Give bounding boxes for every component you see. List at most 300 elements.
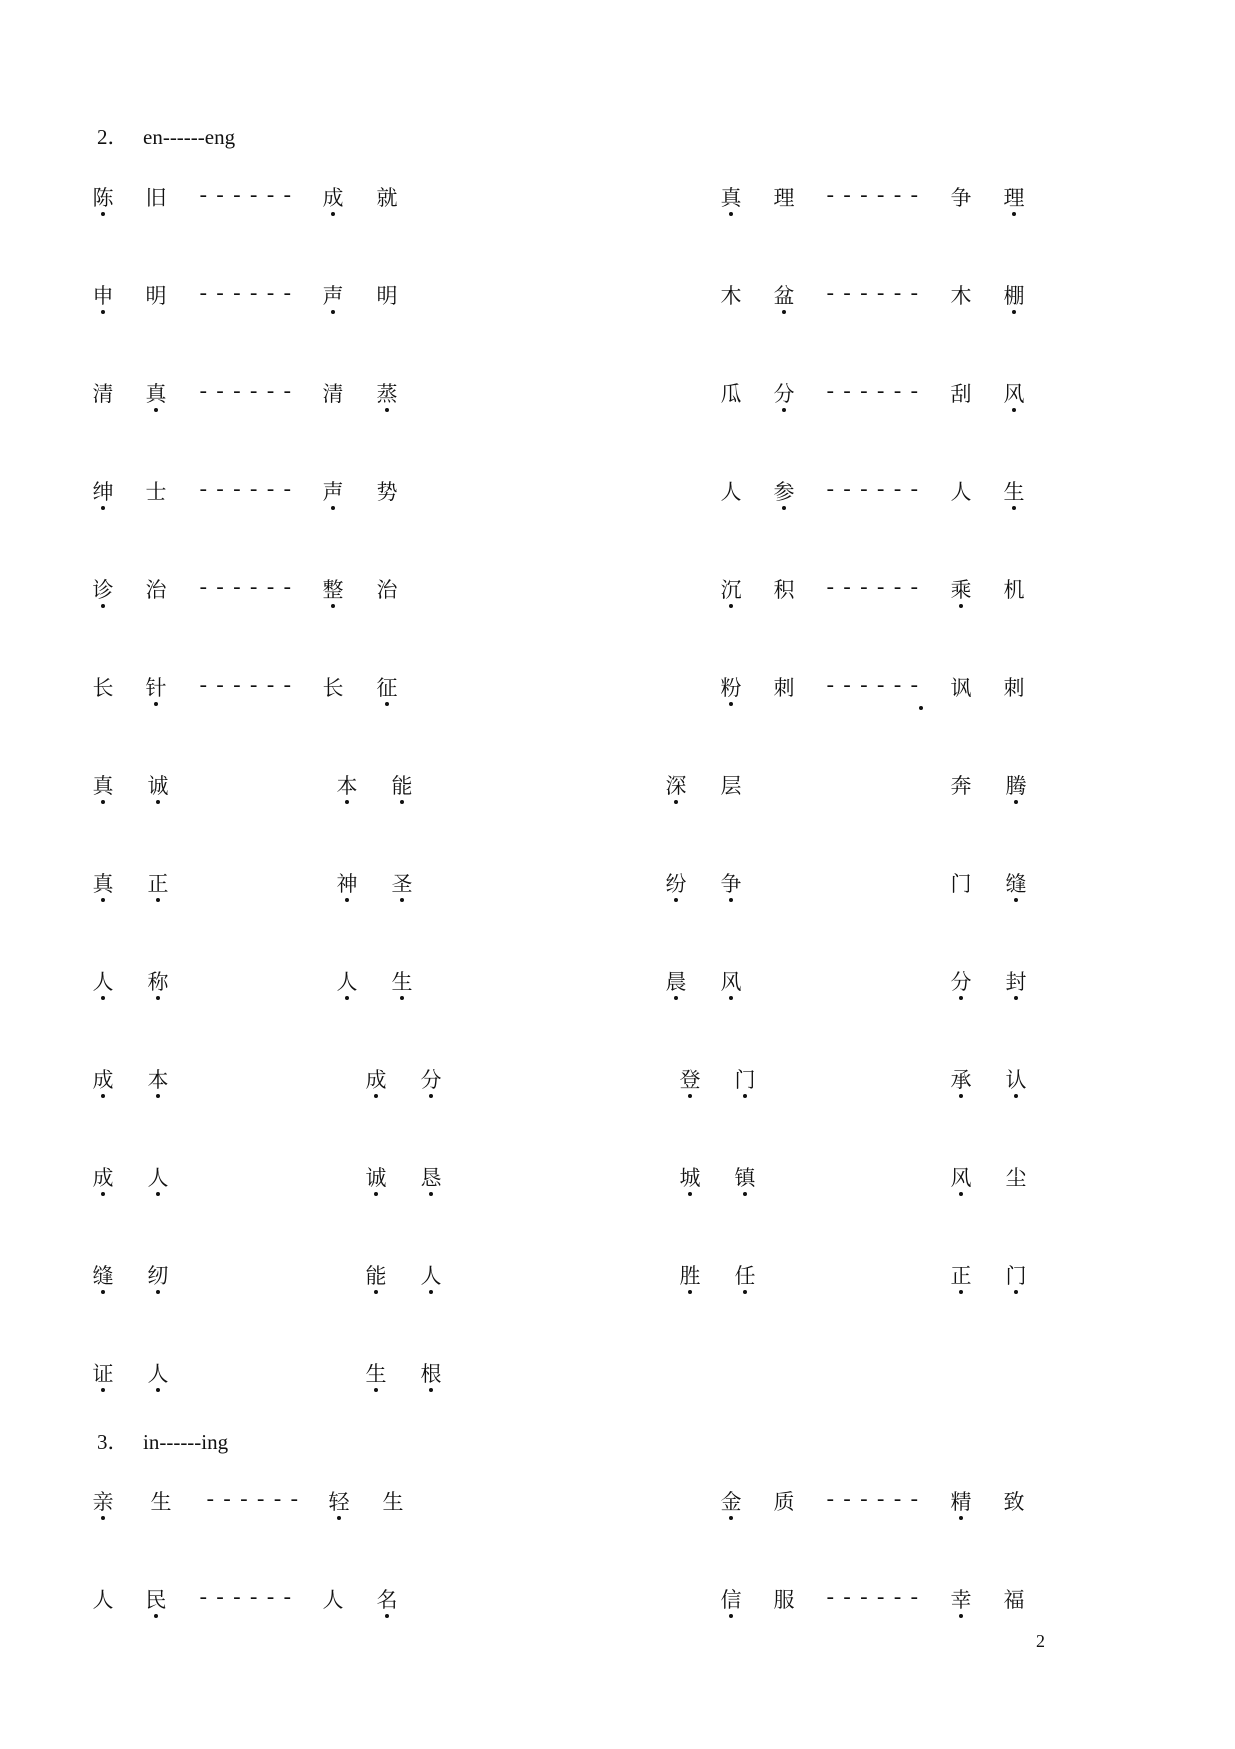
word-char xyxy=(363,1165,389,1201)
word-char-text: 腾 xyxy=(1005,774,1027,798)
word-char xyxy=(90,1361,116,1397)
word-char xyxy=(732,1067,758,1103)
emphasis-dot xyxy=(400,898,404,902)
emphasis-dot xyxy=(959,1192,963,1196)
word-char-text: 讽 xyxy=(950,676,972,700)
emphasis-dot xyxy=(1012,408,1016,412)
pair-separator: ------ xyxy=(197,284,298,307)
emphasis-dot xyxy=(743,1094,747,1098)
word-char xyxy=(90,577,116,613)
word-char xyxy=(143,1587,169,1623)
emphasis-dot xyxy=(101,800,105,804)
word-char-text: 诊 xyxy=(92,578,114,602)
emphasis-dot xyxy=(959,996,963,1000)
word-char-text: 服 xyxy=(773,1588,795,1612)
pair-separator: ------ xyxy=(197,676,298,699)
word-char xyxy=(363,1067,389,1103)
word-char xyxy=(1003,1165,1029,1201)
word-char-text: 生 xyxy=(382,1490,404,1514)
pair-row xyxy=(0,1587,1235,1623)
word-char-text: 沉 xyxy=(720,578,742,602)
word-char xyxy=(90,283,116,319)
word-char-text: 声 xyxy=(322,284,344,308)
word-char-text: 能 xyxy=(391,774,413,798)
word-char xyxy=(334,969,360,1005)
pair-row xyxy=(0,185,1235,221)
emphasis-dot xyxy=(154,1614,158,1618)
word-char xyxy=(1001,675,1027,711)
word-char xyxy=(90,675,116,711)
word-char-text: 就 xyxy=(376,186,398,210)
word-char-text: 刺 xyxy=(1003,676,1025,700)
emphasis-dot xyxy=(429,1388,433,1392)
word-char-text: 真 xyxy=(92,774,114,798)
word-char-text: 圣 xyxy=(391,872,413,896)
pair-row xyxy=(0,479,1235,515)
word-char-text: 风 xyxy=(1003,382,1025,406)
word-char xyxy=(718,675,744,711)
word-char-text: 城 xyxy=(679,1166,701,1190)
emphasis-dot xyxy=(385,702,389,706)
word-char xyxy=(145,1067,171,1103)
word-char xyxy=(948,479,974,515)
word-char-text: 木 xyxy=(720,284,742,308)
word-char xyxy=(948,1263,974,1299)
word-char-text: 成 xyxy=(322,186,344,210)
word-char xyxy=(90,1587,116,1623)
word-char-text: 证 xyxy=(92,1362,114,1386)
emphasis-dot xyxy=(1014,898,1018,902)
word-char xyxy=(1001,1489,1027,1525)
word-char xyxy=(771,381,797,417)
word-char-text: 金 xyxy=(720,1490,742,1514)
emphasis-dot xyxy=(101,996,105,1000)
word-char xyxy=(90,969,116,1005)
word-char-text: 镇 xyxy=(734,1166,756,1190)
word-char-text: 幸 xyxy=(950,1588,972,1612)
word-char xyxy=(90,871,116,907)
emphasis-dot xyxy=(782,310,786,314)
word-char-text: 风 xyxy=(950,1166,972,1190)
emphasis-dot xyxy=(729,212,733,216)
word-char-text: 清 xyxy=(92,382,114,406)
word-char xyxy=(1003,871,1029,907)
emphasis-dot xyxy=(374,1192,378,1196)
word-char xyxy=(771,675,797,711)
emphasis-dot xyxy=(959,1094,963,1098)
word-char xyxy=(334,871,360,907)
word-char-text: 绅 xyxy=(92,480,114,504)
emphasis-dot xyxy=(1014,996,1018,1000)
pair-separator: ------ xyxy=(197,578,298,601)
word-char-text: 生 xyxy=(1003,480,1025,504)
word-char-text: 人 xyxy=(420,1264,442,1288)
emphasis-dot xyxy=(345,800,349,804)
word-char xyxy=(1001,577,1027,613)
word-char xyxy=(145,1263,171,1299)
word-char-text: 生 xyxy=(391,970,413,994)
emphasis-dot xyxy=(919,706,923,710)
word-row xyxy=(0,773,1235,809)
emphasis-dot xyxy=(101,1388,105,1392)
word-char xyxy=(718,773,744,809)
emphasis-dot xyxy=(729,1614,733,1618)
word-char-text: 积 xyxy=(773,578,795,602)
word-char xyxy=(320,675,346,711)
word-char-text: 信 xyxy=(720,1588,742,1612)
pair-separator: ------ xyxy=(824,676,925,699)
emphasis-dot xyxy=(154,408,158,412)
word-char-text: 深 xyxy=(665,774,687,798)
emphasis-dot xyxy=(743,1192,747,1196)
emphasis-dot xyxy=(674,898,678,902)
word-char-text: 民 xyxy=(145,1588,167,1612)
emphasis-dot xyxy=(429,1290,433,1294)
word-char xyxy=(143,479,169,515)
emphasis-dot xyxy=(331,506,335,510)
word-char-text: 清 xyxy=(322,382,344,406)
emphasis-dot xyxy=(429,1192,433,1196)
word-char-text: 分 xyxy=(950,970,972,994)
word-char xyxy=(90,773,116,809)
word-char xyxy=(718,479,744,515)
pair-separator: ------ xyxy=(824,578,925,601)
word-char xyxy=(374,479,400,515)
word-char xyxy=(771,577,797,613)
word-char-text: 胜 xyxy=(679,1264,701,1288)
word-char-text: 能 xyxy=(365,1264,387,1288)
word-char xyxy=(374,577,400,613)
word-char xyxy=(145,969,171,1005)
section-number: 2． xyxy=(97,125,129,149)
word-char xyxy=(320,1587,346,1623)
pair-separator: ------ xyxy=(824,1490,925,1513)
word-char-text: 质 xyxy=(773,1490,795,1514)
word-char xyxy=(418,1263,444,1299)
word-char xyxy=(1001,1587,1027,1623)
word-char-text: 粉 xyxy=(720,676,742,700)
word-char-text: 纷 xyxy=(665,872,687,896)
emphasis-dot xyxy=(688,1094,692,1098)
word-char-text: 申 xyxy=(92,284,114,308)
word-char-text: 门 xyxy=(950,872,972,896)
word-char xyxy=(771,479,797,515)
word-char-text: 风 xyxy=(720,970,742,994)
word-char xyxy=(389,969,415,1005)
word-char-text: 层 xyxy=(720,774,742,798)
word-char xyxy=(143,185,169,221)
word-char xyxy=(1001,381,1027,417)
pair-row xyxy=(0,1489,1235,1525)
pair-separator: ------ xyxy=(824,480,925,503)
word-char xyxy=(663,773,689,809)
word-char xyxy=(771,1587,797,1623)
word-char-text: 机 xyxy=(1003,578,1025,602)
pair-separator: ------ xyxy=(197,186,298,209)
word-char xyxy=(948,283,974,319)
word-char-text: 根 xyxy=(420,1362,442,1386)
word-char xyxy=(418,1165,444,1201)
word-char-text: 争 xyxy=(720,872,742,896)
word-char xyxy=(374,381,400,417)
word-char xyxy=(90,1067,116,1103)
word-char-text: 人 xyxy=(720,480,742,504)
word-char-text: 称 xyxy=(147,970,169,994)
word-char-text: 名 xyxy=(376,1588,398,1612)
word-char xyxy=(948,1489,974,1525)
word-char-text: 整 xyxy=(322,578,344,602)
word-char-text: 诚 xyxy=(365,1166,387,1190)
section-heading xyxy=(97,125,235,149)
word-char xyxy=(948,1587,974,1623)
word-char-text: 认 xyxy=(1005,1068,1027,1092)
word-row xyxy=(0,1165,1235,1201)
pair-separator: ------ xyxy=(824,186,925,209)
emphasis-dot xyxy=(959,1290,963,1294)
word-char-text: 理 xyxy=(1003,186,1025,210)
word-char-text: 分 xyxy=(420,1068,442,1092)
word-char-text: 生 xyxy=(365,1362,387,1386)
emphasis-dot xyxy=(674,996,678,1000)
pair-row xyxy=(0,675,1235,711)
emphasis-dot xyxy=(743,1290,747,1294)
word-char-text: 真 xyxy=(145,382,167,406)
word-char xyxy=(145,1165,171,1201)
pair-row xyxy=(0,577,1235,613)
word-char xyxy=(90,1263,116,1299)
word-char xyxy=(718,871,744,907)
word-char-text: 理 xyxy=(773,186,795,210)
emphasis-dot xyxy=(156,1192,160,1196)
pair-separator: ------ xyxy=(824,1588,925,1611)
word-char-text: 缝 xyxy=(92,1264,114,1288)
emphasis-dot xyxy=(374,1094,378,1098)
word-char-text: 士 xyxy=(145,480,167,504)
emphasis-dot xyxy=(331,604,335,608)
emphasis-dot xyxy=(1014,1290,1018,1294)
word-char xyxy=(320,577,346,613)
word-char-text: 针 xyxy=(145,676,167,700)
word-char xyxy=(363,1263,389,1299)
word-char-text: 长 xyxy=(92,676,114,700)
emphasis-dot xyxy=(101,898,105,902)
word-char xyxy=(326,1489,352,1525)
word-char xyxy=(1003,969,1029,1005)
word-char-text: 人 xyxy=(147,1362,169,1386)
word-char xyxy=(1003,1067,1029,1103)
word-char-text: 精 xyxy=(950,1490,972,1514)
word-char xyxy=(677,1165,703,1201)
word-char xyxy=(143,675,169,711)
emphasis-dot xyxy=(345,898,349,902)
emphasis-dot xyxy=(1012,212,1016,216)
word-char-text: 封 xyxy=(1005,970,1027,994)
word-char xyxy=(389,871,415,907)
word-char xyxy=(677,1067,703,1103)
word-char xyxy=(1001,283,1027,319)
word-char-text: 蒸 xyxy=(376,382,398,406)
word-char xyxy=(948,871,974,907)
emphasis-dot xyxy=(101,212,105,216)
emphasis-dot xyxy=(729,604,733,608)
emphasis-dot xyxy=(1012,506,1016,510)
word-char-text: 门 xyxy=(734,1068,756,1092)
word-char-text: 门 xyxy=(1005,1264,1027,1288)
word-char xyxy=(948,577,974,613)
word-char xyxy=(948,969,974,1005)
word-char xyxy=(143,381,169,417)
word-char xyxy=(718,283,744,319)
word-char-text: 旧 xyxy=(145,186,167,210)
emphasis-dot xyxy=(331,310,335,314)
word-char-text: 福 xyxy=(1003,1588,1025,1612)
word-char-text: 缝 xyxy=(1005,872,1027,896)
word-char-text: 参 xyxy=(773,480,795,504)
word-char xyxy=(334,773,360,809)
emphasis-dot xyxy=(101,604,105,608)
word-char-text: 明 xyxy=(376,284,398,308)
pair-separator: ------ xyxy=(197,382,298,405)
word-char xyxy=(418,1067,444,1103)
word-char xyxy=(771,283,797,319)
word-char xyxy=(771,185,797,221)
emphasis-dot xyxy=(385,408,389,412)
word-char-text: 生 xyxy=(150,1490,172,1514)
word-char-text: 人 xyxy=(336,970,358,994)
word-char xyxy=(374,675,400,711)
emphasis-dot xyxy=(156,800,160,804)
word-char xyxy=(1003,1263,1029,1299)
word-char xyxy=(380,1489,406,1525)
page-number: 2 xyxy=(1036,1631,1045,1651)
word-char-text: 治 xyxy=(145,578,167,602)
word-char-text: 致 xyxy=(1003,1490,1025,1514)
word-char-text: 声 xyxy=(322,480,344,504)
emphasis-dot xyxy=(400,996,404,1000)
word-char xyxy=(145,773,171,809)
word-char-text: 争 xyxy=(950,186,972,210)
word-char xyxy=(148,1489,174,1525)
emphasis-dot xyxy=(674,800,678,804)
word-char-text: 纫 xyxy=(147,1264,169,1288)
word-char xyxy=(374,283,400,319)
word-char xyxy=(1001,185,1027,221)
emphasis-dot xyxy=(1014,800,1018,804)
section-number: 3． xyxy=(97,1430,129,1454)
word-char-text: 任 xyxy=(734,1264,756,1288)
emphasis-dot xyxy=(959,604,963,608)
emphasis-dot xyxy=(959,1516,963,1520)
word-char-text: 诚 xyxy=(147,774,169,798)
word-char xyxy=(718,1489,744,1525)
word-char xyxy=(320,479,346,515)
emphasis-dot xyxy=(385,1614,389,1618)
word-char xyxy=(948,185,974,221)
word-char-text: 亲 xyxy=(92,1490,114,1514)
word-row xyxy=(0,871,1235,907)
word-char-text: 明 xyxy=(145,284,167,308)
word-char-text: 势 xyxy=(376,480,398,504)
emphasis-dot xyxy=(688,1290,692,1294)
word-char xyxy=(718,969,744,1005)
word-char-text: 盆 xyxy=(773,284,795,308)
emphasis-dot xyxy=(101,1516,105,1520)
word-char-text: 真 xyxy=(92,872,114,896)
emphasis-dot xyxy=(156,898,160,902)
emphasis-dot xyxy=(374,1388,378,1392)
pair-separator: ------ xyxy=(197,480,298,503)
word-char xyxy=(948,1067,974,1103)
emphasis-dot xyxy=(1012,310,1016,314)
word-char xyxy=(948,675,974,711)
word-char xyxy=(948,773,974,809)
emphasis-dot xyxy=(156,1388,160,1392)
word-char xyxy=(145,871,171,907)
pair-row xyxy=(0,381,1235,417)
word-char-text: 乘 xyxy=(950,578,972,602)
word-char-text: 人 xyxy=(92,970,114,994)
word-row xyxy=(0,1361,1235,1397)
word-row xyxy=(0,1263,1235,1299)
word-char-text: 奔 xyxy=(950,774,972,798)
pair-separator: ------ xyxy=(197,1588,298,1611)
word-char xyxy=(1003,773,1029,809)
word-char-text: 征 xyxy=(376,676,398,700)
word-char-text: 成 xyxy=(92,1068,114,1092)
emphasis-dot xyxy=(156,1094,160,1098)
section-heading xyxy=(97,1430,228,1454)
emphasis-dot xyxy=(782,408,786,412)
word-char-text: 轻 xyxy=(328,1490,350,1514)
word-char xyxy=(663,871,689,907)
word-row xyxy=(0,1067,1235,1103)
word-char xyxy=(732,1263,758,1299)
word-char-text: 木 xyxy=(950,284,972,308)
word-char xyxy=(90,479,116,515)
emphasis-dot xyxy=(101,506,105,510)
word-char xyxy=(948,1165,974,1201)
emphasis-dot xyxy=(429,1094,433,1098)
word-char xyxy=(320,185,346,221)
word-char-text: 陈 xyxy=(92,186,114,210)
word-char-text: 恳 xyxy=(420,1166,442,1190)
emphasis-dot xyxy=(156,1290,160,1294)
emphasis-dot xyxy=(1014,1094,1018,1098)
word-char-text: 人 xyxy=(322,1588,344,1612)
word-char-text: 人 xyxy=(92,1588,114,1612)
word-char xyxy=(320,381,346,417)
emphasis-dot xyxy=(337,1516,341,1520)
word-char-text: 本 xyxy=(336,774,358,798)
word-char xyxy=(732,1165,758,1201)
word-char xyxy=(718,185,744,221)
word-row xyxy=(0,969,1235,1005)
word-char-text: 晨 xyxy=(665,970,687,994)
emphasis-dot xyxy=(156,996,160,1000)
word-char-text: 刺 xyxy=(773,676,795,700)
word-char xyxy=(90,381,116,417)
word-char xyxy=(677,1263,703,1299)
emphasis-dot xyxy=(101,1290,105,1294)
emphasis-dot xyxy=(101,1094,105,1098)
emphasis-dot xyxy=(400,800,404,804)
word-char-text: 真 xyxy=(720,186,742,210)
word-char xyxy=(363,1361,389,1397)
pair-separator: ------ xyxy=(204,1490,305,1513)
word-char xyxy=(418,1361,444,1397)
word-char-text: 尘 xyxy=(1005,1166,1027,1190)
word-char xyxy=(771,1489,797,1525)
